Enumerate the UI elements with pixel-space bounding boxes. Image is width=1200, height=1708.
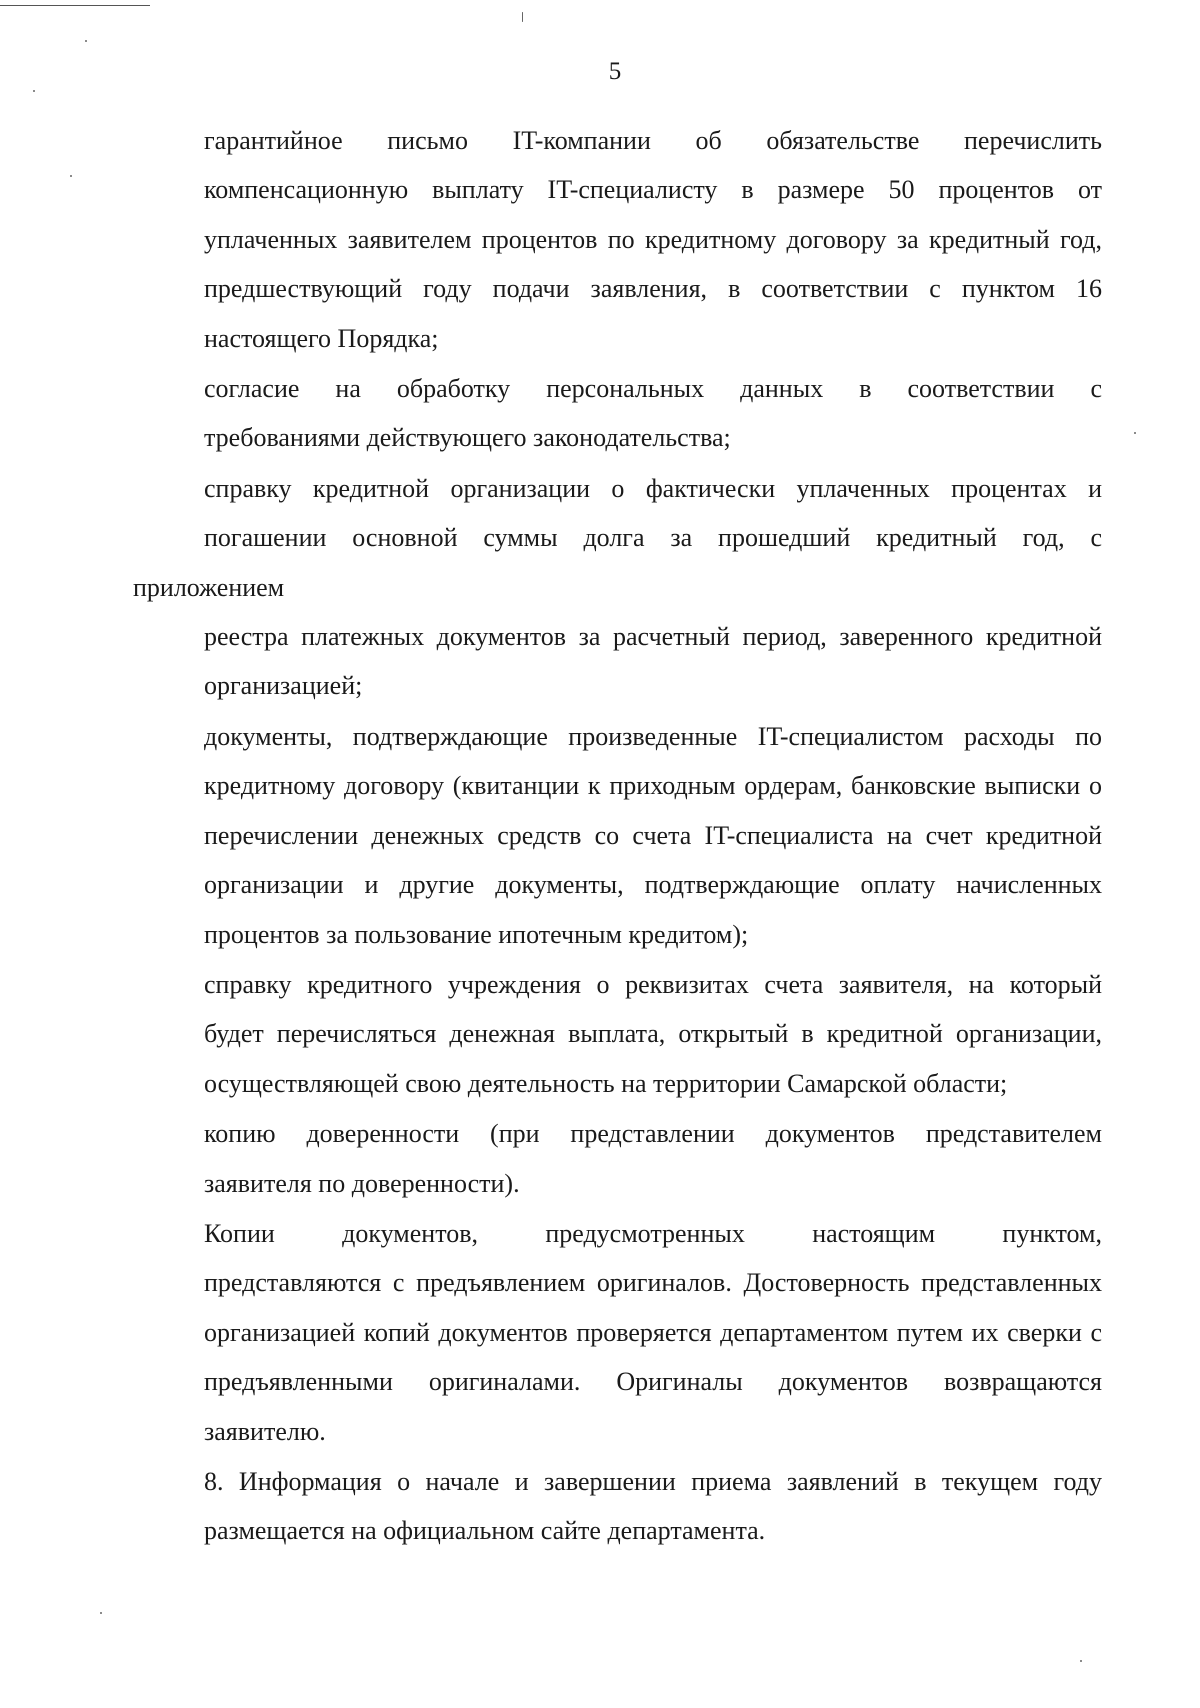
text-line: документы, подтверждающие произведенные IT-специалистом расходы по — [204, 721, 1102, 751]
text-line: требованиями действующего законодательства; — [204, 423, 731, 453]
scan-speck — [522, 12, 523, 22]
text-line: процентов за пользование ипотечным кредитом); — [204, 919, 749, 949]
text-line: предъявленными оригиналами. Оригиналы документов возвращаются — [204, 1367, 1102, 1397]
scan-edge-line — [0, 5, 150, 6]
text-line: справку кредитной организации о фактически уплаченных процентах и — [204, 473, 1102, 503]
scan-speck — [100, 1612, 102, 1614]
text-line: будет перечисляться денежная выплата, открытый в кредитной организации, — [204, 1019, 1102, 1049]
text-line: организацией копий документов проверяется департаментом путем их сверки с — [204, 1317, 1102, 1347]
text-line: предшествующий году подачи заявления, в соответствии с пунктом 16 — [204, 274, 1102, 304]
text-line: кредитному договору (квитанции к приходным ордерам, банковские выписки о — [204, 771, 1102, 801]
scan-speck — [1080, 1660, 1082, 1662]
paragraph — [133, 960, 1102, 1108]
text-line: 8. Информация о начале и завершении приема заявлений в текущем году — [204, 1466, 1102, 1496]
scan-speck — [70, 175, 72, 177]
text-line: гарантийное письмо IT-компании об обязательстве перечислить — [204, 126, 1102, 155]
text-line: копию доверенности (при представлении документов представителем — [204, 1119, 1102, 1149]
text-line: согласие на обработку персональных данных в соответствии с — [204, 374, 1102, 404]
paragraph — [133, 364, 1102, 463]
scan-speck — [85, 40, 87, 42]
text-line: справку кредитного учреждения о реквизитах счета заявителя, на который — [204, 969, 1102, 999]
text-line: размещается на официальном сайте департамента. — [204, 1516, 766, 1546]
paragraph — [133, 712, 1102, 959]
text-line: реестра платежных документов за расчетный период, заверенного кредитной — [204, 622, 1102, 652]
paragraph — [133, 116, 1102, 363]
paragraph — [133, 464, 1102, 711]
text-line: заявителю. — [204, 1416, 326, 1446]
text-line: компенсационную выплату IT-специалисту в размере 50 процентов от — [204, 175, 1102, 205]
text-line: заявителя по доверенности). — [204, 1168, 520, 1198]
text-line: настоящего Порядка; — [204, 323, 439, 353]
paragraph — [133, 1457, 1102, 1556]
page-number: 5 — [608, 58, 622, 85]
document-body — [133, 116, 1102, 1557]
paragraph — [133, 1209, 1102, 1456]
text-line: перечислении денежных средств со счета IT-специалиста на счет кредитной — [204, 820, 1102, 850]
text-line: осуществляющей свою деятельность на территории Самарской области; — [204, 1068, 1008, 1098]
paragraph — [133, 1109, 1102, 1208]
scan-speck — [33, 90, 35, 92]
text-line: организации и другие документы, подтверждающие оплату начисленных — [204, 870, 1102, 900]
scan-speck — [1134, 432, 1136, 434]
text-line: уплаченных заявителем процентов по кредитному договору за кредитный год, — [204, 224, 1102, 254]
text-line: организацией; — [204, 671, 363, 701]
text-line: погашении основной суммы долга за прошедший кредитный год, с приложением — [133, 523, 1102, 602]
text-line: представляются с предъявлением оригиналов. Достоверность представленных — [204, 1268, 1102, 1298]
text-line: Копии документов, предусмотренных настоящим пунктом, — [204, 1218, 1102, 1248]
